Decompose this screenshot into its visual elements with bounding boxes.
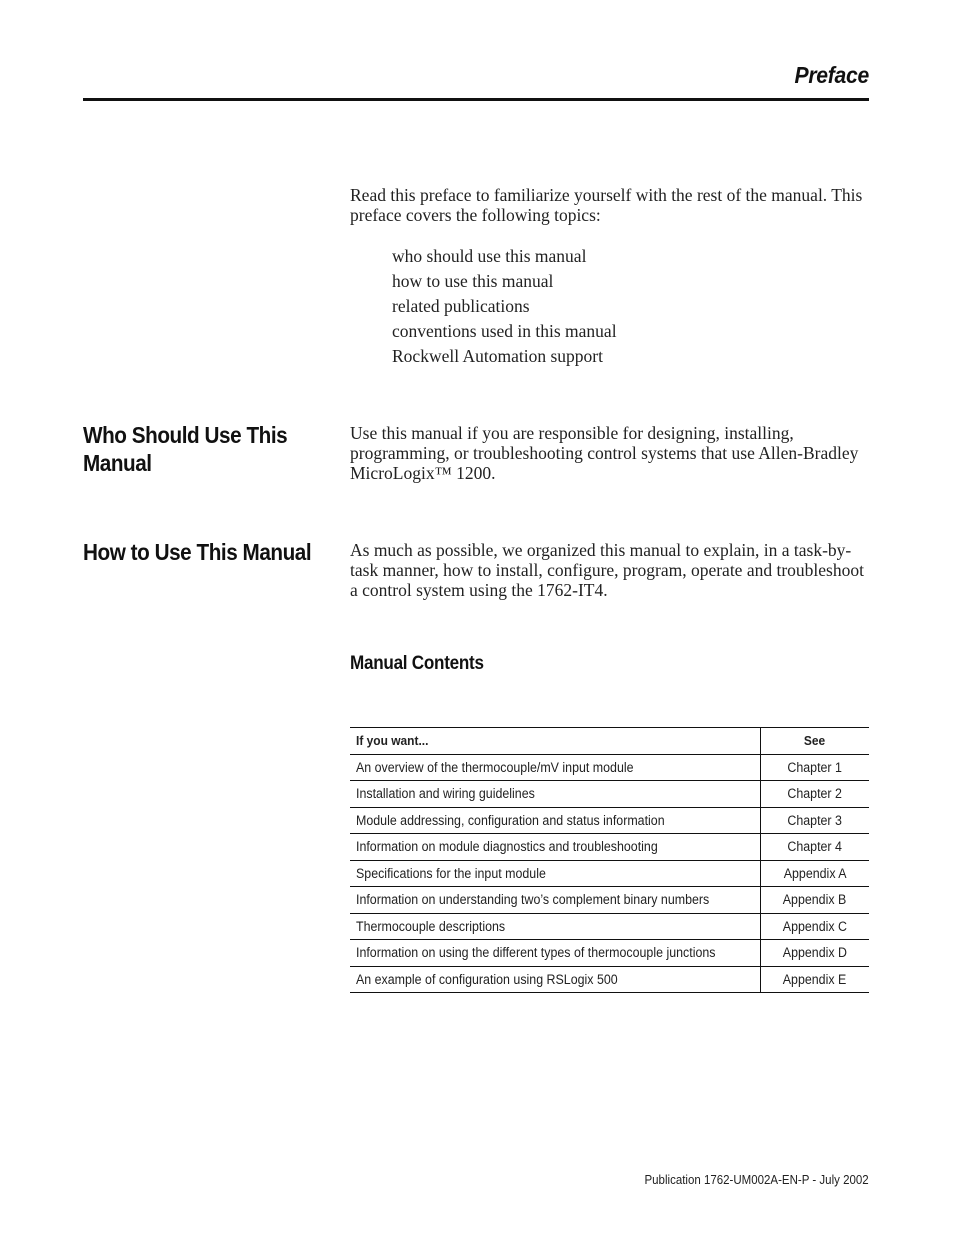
- table-cell-reference: Appendix A: [761, 860, 870, 887]
- table-cell-reference: Chapter 4: [761, 834, 870, 861]
- table-cell-topic: Installation and wiring guidelines: [350, 781, 761, 808]
- manual-contents-heading: Manual Contents: [350, 653, 484, 674]
- table-cell-topic: Module addressing, configuration and status information: [350, 807, 761, 834]
- table-cell-reference: Appendix D: [761, 940, 870, 967]
- topic-item: related publications: [392, 296, 530, 316]
- column-header-see: See: [761, 728, 870, 755]
- table-cell-topic: Information on understanding two’s complement binary numbers: [350, 887, 761, 914]
- table-row: [350, 834, 869, 861]
- table-cell-topic: An example of configuration using RSLogix 500: [350, 966, 761, 993]
- table-cell-reference: Chapter 3: [761, 807, 870, 834]
- who-section-heading: Who Should Use This Manual: [83, 422, 288, 476]
- table-row: [350, 807, 869, 834]
- who-section-text: Use this manual if you are responsible for designing, installing, programming, or troubleshooting control systems that use Allen-Bradley MicroLogix™ 1200.: [350, 423, 859, 483]
- manual-contents-table: [350, 727, 869, 993]
- how-section-text: As much as possible, we organized this manual to explain, in a task-by-task manner, how to install, configure, program, operate and troubleshoot a control system using the 1762-IT4.: [350, 540, 864, 600]
- topic-item: who should use this manual: [392, 246, 587, 266]
- page-title: Preface: [794, 62, 869, 88]
- table-row: [350, 966, 869, 993]
- table-row: [350, 887, 869, 914]
- table-cell-topic: Thermocouple descriptions: [350, 913, 761, 940]
- table-header-row: [350, 728, 869, 755]
- topic-item: conventions used in this manual: [392, 321, 617, 341]
- topic-item: how to use this manual: [392, 271, 554, 291]
- how-section-heading: How to Use This Manual: [83, 539, 312, 565]
- table-cell-reference: Chapter 2: [761, 781, 870, 808]
- table-row: [350, 940, 869, 967]
- table-cell-reference: Appendix E: [761, 966, 870, 993]
- column-header-want: If you want...: [350, 728, 761, 755]
- table-cell-topic: Specifications for the input module: [350, 860, 761, 887]
- table-row: [350, 754, 869, 781]
- table-cell-reference: Appendix C: [761, 913, 870, 940]
- topic-item: Rockwell Automation support: [392, 346, 603, 366]
- header-rule: [83, 98, 869, 101]
- table-row: [350, 860, 869, 887]
- table-row: [350, 781, 869, 808]
- table-cell-reference: Appendix B: [761, 887, 870, 914]
- publication-footer: Publication 1762-UM002A-EN-P - July 2002: [644, 1173, 869, 1187]
- table-cell-reference: Chapter 1: [761, 754, 870, 781]
- table-cell-topic: Information on using the different types of thermocouple junctions: [350, 940, 761, 967]
- table-cell-topic: An overview of the thermocouple/mV input module: [350, 754, 761, 781]
- table-cell-topic: Information on module diagnostics and troubleshooting: [350, 834, 761, 861]
- topic-list: [392, 246, 617, 371]
- table-row: [350, 913, 869, 940]
- intro-paragraph: Read this preface to familiarize yourself with the rest of the manual. This preface covers the following topics:: [350, 185, 863, 225]
